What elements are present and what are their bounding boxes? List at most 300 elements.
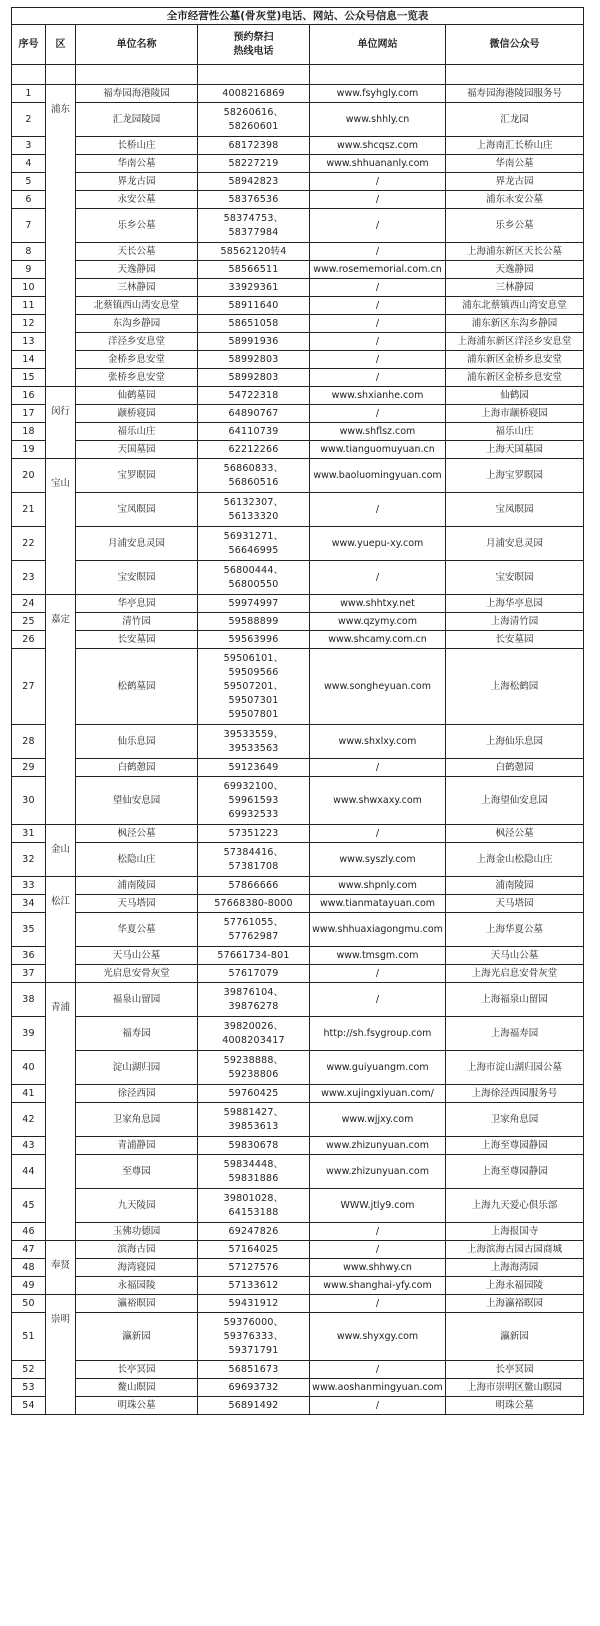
website-url: /: [310, 351, 446, 369]
unit-name: 白鹤憩园: [76, 759, 198, 777]
row-no: 47: [12, 1241, 46, 1259]
website-url: /: [310, 405, 446, 423]
wechat-account: 上海宝罗瞑园: [446, 459, 584, 493]
website-url: /: [310, 279, 446, 297]
website-url: /: [310, 1241, 446, 1259]
website-url: www.tianmatayuan.com: [310, 895, 446, 913]
unit-name: 福寿园海港陵园: [76, 85, 198, 103]
table-row: [12, 137, 584, 155]
website-url: /: [310, 333, 446, 351]
table-row: [12, 387, 584, 405]
wechat-account: 浦东永安公墓: [446, 191, 584, 209]
unit-name: 仙乐息园: [76, 725, 198, 759]
row-no: 49: [12, 1277, 46, 1295]
website-url: www.aoshanmingyuan.com: [310, 1379, 446, 1397]
wechat-account: 上海金山松隐山庄: [446, 843, 584, 877]
phone-number: 54722318: [198, 387, 310, 405]
wechat-account: 仙鹤园: [446, 387, 584, 405]
row-no: 38: [12, 983, 46, 1017]
website-url: /: [310, 561, 446, 595]
website-url: /: [310, 209, 446, 243]
unit-name: 三林静园: [76, 279, 198, 297]
phone-number: 57127576: [198, 1259, 310, 1277]
wechat-account: 上海市淀山湖归园公墓: [446, 1051, 584, 1085]
wechat-account: 天逸静园: [446, 261, 584, 279]
website-url: http://sh.fsygroup.com: [310, 1017, 446, 1051]
website-url: /: [310, 825, 446, 843]
table-row: [12, 351, 584, 369]
table-row: [12, 103, 584, 137]
row-no: 7: [12, 209, 46, 243]
row-no: 5: [12, 173, 46, 191]
table-row: [12, 1361, 584, 1379]
phone-number: 59830678: [198, 1137, 310, 1155]
wechat-account: 界龙古园: [446, 173, 584, 191]
wechat-account: 上海光启息安骨灰堂: [446, 965, 584, 983]
row-no: 33: [12, 877, 46, 895]
row-no: 39: [12, 1017, 46, 1051]
row-no: 44: [12, 1155, 46, 1189]
row-no: 29: [12, 759, 46, 777]
table-row: [12, 613, 584, 631]
unit-name: 徐泾西园: [76, 1085, 198, 1103]
row-no: 50: [12, 1295, 46, 1313]
website-url: www.tianguomuyuan.cn: [310, 441, 446, 459]
table-row: [12, 191, 584, 209]
table-row: [12, 777, 584, 825]
phone-number: 59123649: [198, 759, 310, 777]
unit-name: 长桥山庄: [76, 137, 198, 155]
wechat-account: 上海市颛桥寝园: [446, 405, 584, 423]
table-row: [12, 155, 584, 173]
website-url: www.shanghai-yfy.com: [310, 1277, 446, 1295]
phone-number: 57164025: [198, 1241, 310, 1259]
phone-number: 58227219: [198, 155, 310, 173]
website-url: /: [310, 369, 446, 387]
table-row: [12, 1295, 584, 1313]
row-no: 37: [12, 965, 46, 983]
website-url: www.songheyuan.com: [310, 649, 446, 725]
table-row: [12, 459, 584, 493]
wechat-account: 浦东新区金桥乡息安堂: [446, 369, 584, 387]
wechat-account: 上海永福园陵: [446, 1277, 584, 1295]
unit-name: 瀛新园: [76, 1313, 198, 1361]
phone-number: 56851673: [198, 1361, 310, 1379]
wechat-account: 浦东新区东沟乡静园: [446, 315, 584, 333]
website-url: www.rosememorial.com.cn: [310, 261, 446, 279]
website-url: /: [310, 1361, 446, 1379]
phone-number: 4008216869: [198, 85, 310, 103]
table-row: [12, 649, 584, 725]
wechat-account: 上海徐泾西园服务号: [446, 1085, 584, 1103]
row-no: 22: [12, 527, 46, 561]
wechat-account: 上海福寿园: [446, 1017, 584, 1051]
row-no: 19: [12, 441, 46, 459]
wechat-account: 浦东北蔡镇西山湾安息堂: [446, 297, 584, 315]
unit-name: 鳌山瞑园: [76, 1379, 198, 1397]
unit-name: 天逸静园: [76, 261, 198, 279]
row-no: 46: [12, 1223, 46, 1241]
header-phone: 预约祭扫 热线电话: [198, 25, 310, 65]
district-cell: 宝山: [46, 459, 76, 595]
table-row: [12, 209, 584, 243]
wechat-account: 乐乡公墓: [446, 209, 584, 243]
table-row: [12, 441, 584, 459]
table-row: [12, 843, 584, 877]
unit-name: 九天陵园: [76, 1189, 198, 1223]
wechat-account: 枫泾公墓: [446, 825, 584, 843]
unit-name: 华夏公墓: [76, 913, 198, 947]
table-row: [12, 965, 584, 983]
row-no: 34: [12, 895, 46, 913]
website-url: www.shcamy.com.cn: [310, 631, 446, 649]
table-row: [12, 297, 584, 315]
wechat-account: 上海滨海古园古园商城: [446, 1241, 584, 1259]
wechat-account: 上海至尊园静园: [446, 1137, 584, 1155]
document-page: [11, 7, 593, 1415]
row-no: 13: [12, 333, 46, 351]
row-no: 40: [12, 1051, 46, 1085]
row-no: 16: [12, 387, 46, 405]
row-no: 9: [12, 261, 46, 279]
wechat-account: 上海浦东新区洋泾乡安息堂: [446, 333, 584, 351]
wechat-account: 浦东新区金桥乡息安堂: [446, 351, 584, 369]
phone-number: 59431912: [198, 1295, 310, 1313]
row-no: 11: [12, 297, 46, 315]
phone-number: 58911640: [198, 297, 310, 315]
phone-number: 57133612: [198, 1277, 310, 1295]
wechat-account: 天马塔园: [446, 895, 584, 913]
unit-name: 长安墓园: [76, 631, 198, 649]
row-no: 15: [12, 369, 46, 387]
phone-number: 56132307、 56133320: [198, 493, 310, 527]
website-url: /: [310, 173, 446, 191]
phone-number: 59506101、 59509566 59507201、 59507301 59507801: [198, 649, 310, 725]
unit-name: 北蔡镇西山湾安息堂: [76, 297, 198, 315]
unit-name: 乐乡公墓: [76, 209, 198, 243]
unit-name: 仙鹤墓园: [76, 387, 198, 405]
wechat-account: 福寿园海港陵园服务号: [446, 85, 584, 103]
phone-number: 59974997: [198, 595, 310, 613]
wechat-account: 月浦安息灵园: [446, 527, 584, 561]
website-url: www.shhly.cn: [310, 103, 446, 137]
wechat-account: 卫家角息园: [446, 1103, 584, 1137]
row-no: 1: [12, 85, 46, 103]
wechat-account: 上海浦东新区天长公墓: [446, 243, 584, 261]
wechat-account: 华南公墓: [446, 155, 584, 173]
table-row: [12, 1277, 584, 1295]
unit-name: 汇龙园陵园: [76, 103, 198, 137]
phone-number: 39801028、 64153188: [198, 1189, 310, 1223]
row-no: 35: [12, 913, 46, 947]
unit-name: 福寿园: [76, 1017, 198, 1051]
unit-name: 颛桥寝园: [76, 405, 198, 423]
row-no: 32: [12, 843, 46, 877]
row-no: 27: [12, 649, 46, 725]
header-spacer-row: [12, 65, 584, 85]
header-wechat: 微信公众号: [446, 25, 584, 65]
district-cell: 松江: [46, 877, 76, 983]
website-url: www.syszly.com: [310, 843, 446, 877]
unit-name: 华南公墓: [76, 155, 198, 173]
table-row: [12, 333, 584, 351]
wechat-account: 上海天国墓园: [446, 441, 584, 459]
table-row: [12, 1155, 584, 1189]
wechat-account: 浦南陵园: [446, 877, 584, 895]
phone-number: 33929361: [198, 279, 310, 297]
unit-name: 华亭息园: [76, 595, 198, 613]
website-url: www.yuepu-xy.com: [310, 527, 446, 561]
district-cell: 嘉定: [46, 595, 76, 825]
table-title: 全市经营性公墓(骨灰堂)电话、网站、公众号信息一览表: [12, 8, 584, 25]
table-row: [12, 825, 584, 843]
wechat-account: 宝凤瞑园: [446, 493, 584, 527]
unit-name: 光启息安骨灰堂: [76, 965, 198, 983]
website-url: www.wjjxy.com: [310, 1103, 446, 1137]
phone-number: 58566511: [198, 261, 310, 279]
district-cell: 金山: [46, 825, 76, 877]
header-district: 区: [46, 25, 76, 65]
website-url: www.shxlxy.com: [310, 725, 446, 759]
row-no: 28: [12, 725, 46, 759]
wechat-account: 上海望仙安息园: [446, 777, 584, 825]
wechat-account: 上海市崇明区鳌山瞑园: [446, 1379, 584, 1397]
unit-name: 明珠公墓: [76, 1397, 198, 1415]
phone-number: 58374753、 58377984: [198, 209, 310, 243]
website-url: www.shcqsz.com: [310, 137, 446, 155]
phone-number: 58651058: [198, 315, 310, 333]
cemetery-info-table: [11, 7, 584, 1415]
phone-number: 56800444、 56800550: [198, 561, 310, 595]
website-url: www.shxianhe.com: [310, 387, 446, 405]
row-no: 14: [12, 351, 46, 369]
row-no: 52: [12, 1361, 46, 1379]
wechat-account: 上海仙乐息园: [446, 725, 584, 759]
row-no: 25: [12, 613, 46, 631]
website-url: /: [310, 297, 446, 315]
unit-name: 天国墓园: [76, 441, 198, 459]
website-url: www.fsyhgly.com: [310, 85, 446, 103]
row-no: 24: [12, 595, 46, 613]
unit-name: 张桥乡息安堂: [76, 369, 198, 387]
table-row: [12, 1223, 584, 1241]
table-row: [12, 369, 584, 387]
phone-number: 57668380-8000: [198, 895, 310, 913]
row-no: 6: [12, 191, 46, 209]
table-header-row: [12, 25, 584, 65]
phone-number: 57866666: [198, 877, 310, 895]
website-url: www.shflsz.com: [310, 423, 446, 441]
unit-name: 洋泾乡安息堂: [76, 333, 198, 351]
unit-name: 长亭冥园: [76, 1361, 198, 1379]
wechat-account: 上海福泉山留园: [446, 983, 584, 1017]
table-row: [12, 895, 584, 913]
row-no: 36: [12, 947, 46, 965]
website-url: www.shhuaxiagongmu.com: [310, 913, 446, 947]
phone-number: 59563996: [198, 631, 310, 649]
row-no: 31: [12, 825, 46, 843]
table-row: [12, 85, 584, 103]
unit-name: 天马山公墓: [76, 947, 198, 965]
website-url: /: [310, 759, 446, 777]
phone-number: 58942823: [198, 173, 310, 191]
unit-name: 卫家角息园: [76, 1103, 198, 1137]
row-no: 43: [12, 1137, 46, 1155]
phone-number: 62212266: [198, 441, 310, 459]
phone-number: 58992803: [198, 351, 310, 369]
wechat-account: 明珠公墓: [446, 1397, 584, 1415]
phone-number: 58991936: [198, 333, 310, 351]
phone-number: 56931271、 56646995: [198, 527, 310, 561]
wechat-account: 三林静园: [446, 279, 584, 297]
district-cell: 奉贤: [46, 1241, 76, 1295]
website-url: /: [310, 983, 446, 1017]
row-no: 54: [12, 1397, 46, 1415]
website-url: www.shpnly.com: [310, 877, 446, 895]
wechat-account: 宝安瞑园: [446, 561, 584, 595]
phone-number: 59760425: [198, 1085, 310, 1103]
phone-number: 64890767: [198, 405, 310, 423]
row-no: 41: [12, 1085, 46, 1103]
table-row: [12, 1189, 584, 1223]
wechat-account: 上海海湾园: [446, 1259, 584, 1277]
table-title-row: [12, 8, 584, 25]
wechat-account: 上海九天爱心俱乐部: [446, 1189, 584, 1223]
district-cell: 浦东: [46, 85, 76, 387]
row-no: 17: [12, 405, 46, 423]
wechat-account: 上海至尊园静园: [446, 1155, 584, 1189]
website-url: /: [310, 243, 446, 261]
phone-number: 59834448、 59831886: [198, 1155, 310, 1189]
unit-name: 松鹤墓园: [76, 649, 198, 725]
table-row: [12, 261, 584, 279]
phone-number: 64110739: [198, 423, 310, 441]
phone-number: 68172398: [198, 137, 310, 155]
unit-name: 松隐山庄: [76, 843, 198, 877]
unit-name: 枫泾公墓: [76, 825, 198, 843]
table-row: [12, 493, 584, 527]
table-row: [12, 725, 584, 759]
phone-number: 69932100、 59961593 69932533: [198, 777, 310, 825]
row-no: 21: [12, 493, 46, 527]
unit-name: 宝罗瞑园: [76, 459, 198, 493]
header-name: 单位名称: [76, 25, 198, 65]
phone-number: 39533559、 39533563: [198, 725, 310, 759]
unit-name: 滨海古园: [76, 1241, 198, 1259]
row-no: 4: [12, 155, 46, 173]
row-no: 45: [12, 1189, 46, 1223]
table-row: [12, 405, 584, 423]
wechat-account: 天马山公墓: [446, 947, 584, 965]
table-body: [12, 85, 584, 1415]
website-url: /: [310, 315, 446, 333]
table-row: [12, 1259, 584, 1277]
phone-number: 57351223: [198, 825, 310, 843]
website-url: /: [310, 1295, 446, 1313]
row-no: 42: [12, 1103, 46, 1137]
phone-number: 57761055、 57762987: [198, 913, 310, 947]
unit-name: 清竹园: [76, 613, 198, 631]
wechat-account: 上海瀛裕瞑园: [446, 1295, 584, 1313]
website-url: www.xujingxiyuan.com/: [310, 1085, 446, 1103]
row-no: 26: [12, 631, 46, 649]
phone-number: 58992803: [198, 369, 310, 387]
unit-name: 金桥乡息安堂: [76, 351, 198, 369]
phone-number: 69693732: [198, 1379, 310, 1397]
unit-name: 界龙古园: [76, 173, 198, 191]
unit-name: 海湾寝园: [76, 1259, 198, 1277]
row-no: 8: [12, 243, 46, 261]
phone-number: 39820026、 4008203417: [198, 1017, 310, 1051]
table-row: [12, 315, 584, 333]
website-url: www.shyxgy.com: [310, 1313, 446, 1361]
unit-name: 永福园陵: [76, 1277, 198, 1295]
website-url: /: [310, 1223, 446, 1241]
unit-name: 浦南陵园: [76, 877, 198, 895]
table-row: [12, 1137, 584, 1155]
website-url: WWW.jtly9.com: [310, 1189, 446, 1223]
phone-number: 58376536: [198, 191, 310, 209]
website-url: /: [310, 493, 446, 527]
header-website: 单位网站: [310, 25, 446, 65]
row-no: 10: [12, 279, 46, 297]
row-no: 12: [12, 315, 46, 333]
website-url: www.shhtxy.net: [310, 595, 446, 613]
website-url: www.tmsgm.com: [310, 947, 446, 965]
phone-number: 59238888、 59238806: [198, 1051, 310, 1085]
unit-name: 福乐山庄: [76, 423, 198, 441]
table-row: [12, 1313, 584, 1361]
table-row: [12, 1379, 584, 1397]
row-no: 53: [12, 1379, 46, 1397]
district-cell: 崇明: [46, 1295, 76, 1415]
phone-number: 58260616、 58260601: [198, 103, 310, 137]
header-no: 序号: [12, 25, 46, 65]
website-url: www.zhizunyuan.com: [310, 1155, 446, 1189]
phone-number: 56860833、 56860516: [198, 459, 310, 493]
table-row: [12, 1051, 584, 1085]
wechat-account: 上海清竹园: [446, 613, 584, 631]
row-no: 2: [12, 103, 46, 137]
unit-name: 宝安瞑园: [76, 561, 198, 595]
wechat-account: 上海报国寺: [446, 1223, 584, 1241]
table-row: [12, 1397, 584, 1415]
phone-number: 59588899: [198, 613, 310, 631]
row-no: 23: [12, 561, 46, 595]
unit-name: 玉佛功德园: [76, 1223, 198, 1241]
row-no: 30: [12, 777, 46, 825]
phone-number: 56891492: [198, 1397, 310, 1415]
district-cell: 青浦: [46, 983, 76, 1241]
phone-number: 58562120转4: [198, 243, 310, 261]
phone-number: 57661734-801: [198, 947, 310, 965]
wechat-account: 上海松鹤园: [446, 649, 584, 725]
unit-name: 至尊园: [76, 1155, 198, 1189]
unit-name: 青浦静园: [76, 1137, 198, 1155]
unit-name: 福泉山留园: [76, 983, 198, 1017]
table-row: [12, 243, 584, 261]
unit-name: 瀛裕瞑园: [76, 1295, 198, 1313]
table-row: [12, 1103, 584, 1137]
phone-number: 57617079: [198, 965, 310, 983]
phone-number: 69247826: [198, 1223, 310, 1241]
table-row: [12, 913, 584, 947]
wechat-account: 汇龙园: [446, 103, 584, 137]
wechat-account: 福乐山庄: [446, 423, 584, 441]
phone-number: 39876104、 39876278: [198, 983, 310, 1017]
table-row: [12, 279, 584, 297]
website-url: /: [310, 1397, 446, 1415]
